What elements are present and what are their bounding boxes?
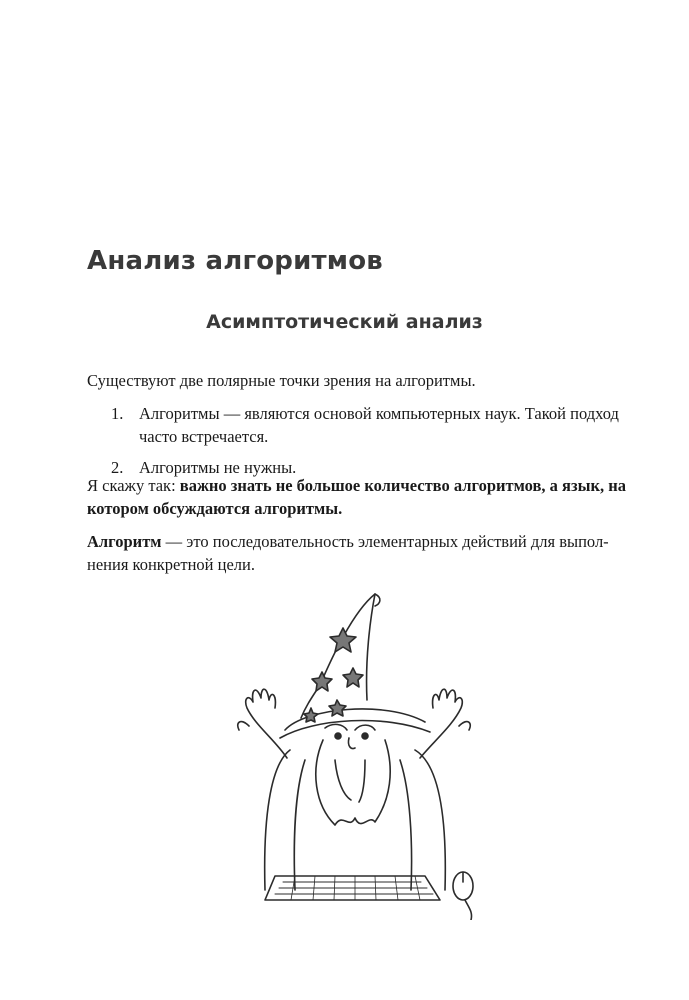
author-statement: [87, 474, 627, 520]
definition-term: Алгоритм: [87, 532, 162, 551]
list-item-number: 1.: [111, 404, 124, 423]
algorithm-definition: [87, 530, 627, 576]
definition-text-continued: нения конкретной цели.: [87, 555, 255, 574]
wizard-at-keyboard-illustration: [225, 590, 485, 920]
list-item-text: Алгоритмы не нужны.: [139, 458, 297, 477]
list-item: [87, 402, 627, 448]
list-item-number: 2.: [111, 458, 124, 477]
statement-lead: Я скажу так:: [87, 476, 180, 495]
intro-paragraph: Существуют две полярные точки зрения на алгоритмы.: [87, 371, 476, 390]
definition-text: — это последовательность элементарных действий для выпол-: [161, 532, 609, 551]
statement-emphasis-continued: котором обсуждаются алгоритмы.: [87, 499, 343, 518]
chapter-title: Анализ алгоритмов: [87, 246, 383, 276]
statement-emphasis: важно знать не большое количество алгоритмов, а язык, на: [179, 476, 626, 495]
section-title: Асимптотический анализ: [206, 311, 483, 333]
list-item-text-continued: часто встречается.: [139, 427, 269, 446]
list-item-text: Алгоритмы — являются основой компьютерных наук. Такой подход: [139, 404, 619, 423]
